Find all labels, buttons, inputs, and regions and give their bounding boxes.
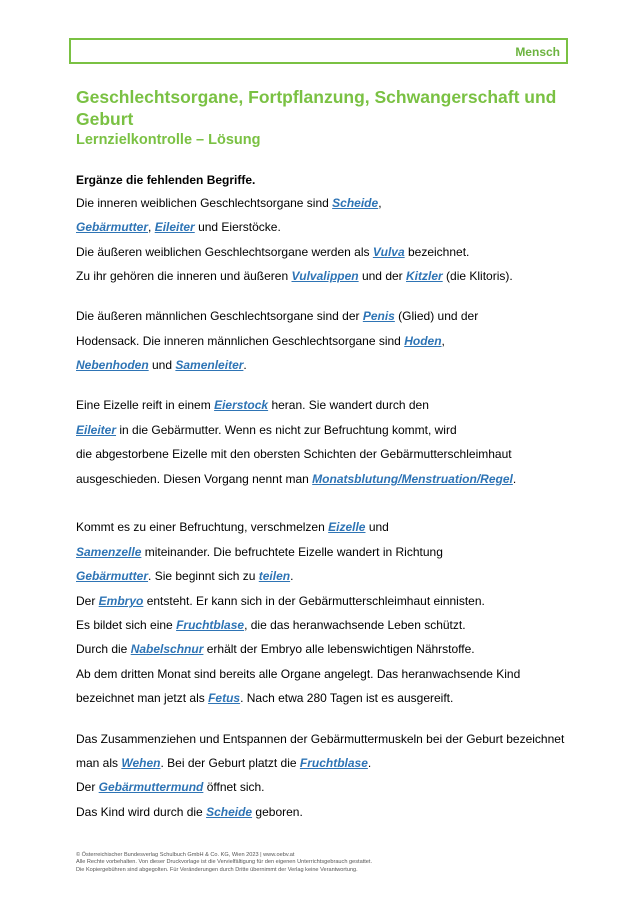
text-segment: ausgeschieden. Diesen Vorgang nennt man: [76, 472, 313, 486]
text-segment: die abgestorbene Eizelle mit den obersten Schichten der Gebärmutterschleimhaut: [76, 447, 512, 461]
answer-term: Vulvalippen: [291, 269, 359, 283]
text-segment: man als: [76, 756, 122, 770]
text-segment: .: [512, 472, 517, 486]
answer-term: Kitzler: [406, 269, 443, 283]
text-segment: und: [365, 520, 389, 534]
text-segment: heran. Sie wandert durch den: [268, 398, 429, 412]
text-line: [76, 196, 382, 210]
text-line: [76, 756, 371, 770]
text-segment: .: [290, 569, 294, 583]
header-box: [69, 38, 568, 64]
text-line: [76, 569, 293, 583]
page-title: Geschlechtsorgane, Fortpflanzung, Schwangerschaft und Geburt: [76, 87, 557, 129]
text-segment: Die äußeren weiblichen Geschlechtsorgane werden als: [76, 245, 373, 259]
answer-term: Wehen: [121, 756, 161, 770]
answer-term: Hoden: [404, 334, 442, 348]
answer-term: Gebärmuttermund: [98, 780, 204, 794]
text-segment: Der: [76, 780, 99, 794]
text-line: [76, 447, 512, 461]
text-segment: miteinander. Die befruchtete Eizelle wandert in Richtung: [141, 545, 443, 559]
text-segment: . Bei der Geburt platzt die: [160, 756, 300, 770]
text-segment: Die inneren weiblichen Geschlechtsorgane sind: [76, 196, 333, 210]
text-segment: und Eierstöcke.: [194, 220, 281, 234]
answer-term: Fruchtblase: [176, 618, 245, 632]
text-segment: Ab dem dritten Monat sind bereits alle Organe angelegt. Das heranwachsende Kind: [76, 667, 521, 681]
answer-term: Nebenhoden: [76, 358, 149, 372]
answer-term: Samenzelle: [76, 545, 142, 559]
answer-term: Gebärmutter: [76, 220, 149, 234]
footer: [76, 852, 372, 874]
text-line: [76, 667, 520, 681]
text-line: [76, 334, 445, 348]
page-subtitle: Lernzielkontrolle – Lösung: [76, 132, 261, 148]
text-line: [76, 245, 469, 259]
text-segment: bezeichnet man jetzt als: [76, 691, 209, 705]
text-segment: erhält der Embryo alle lebenswichtigen Nährstoffe.: [203, 642, 475, 656]
answer-term: Eileiter: [154, 220, 195, 234]
text-segment: bezeichnet.: [404, 245, 470, 259]
text-segment: .: [367, 756, 372, 770]
footer-line: Alle Rechte vorbehalten. Von dieser Druckvorlage ist die Vervielfältigung für den eigenen Unterrichtsgebrauch gestattet.: [76, 859, 373, 866]
answer-term: Penis: [362, 309, 395, 323]
text-line: [76, 269, 513, 283]
text-segment: Es bildet sich eine: [76, 618, 177, 632]
text-line: [76, 780, 265, 794]
text-segment: Hodensack. Die inneren männlichen Geschlechtsorgane sind: [76, 334, 405, 348]
answer-term: Embryo: [98, 594, 144, 608]
text-segment: , die das heranwachsende Leben schützt.: [244, 618, 466, 632]
answer-term: Gebärmutter: [76, 569, 149, 583]
text-line: [76, 398, 429, 412]
text-line: [76, 520, 389, 534]
text-segment: Die äußeren männlichen Geschlechtsorgane sind der: [76, 309, 363, 323]
text-line: [76, 358, 247, 372]
text-line: [76, 691, 453, 705]
text-line: [76, 594, 485, 608]
answer-term: Scheide: [332, 196, 379, 210]
text-segment: Kommt es zu einer Befruchtung, verschmelzen: [76, 520, 329, 534]
text-segment: ,: [378, 196, 382, 210]
text-segment: öffnet sich.: [203, 780, 265, 794]
text-line: [76, 805, 303, 819]
answer-term: Monatsblutung/Menstruation/Regel: [312, 472, 513, 486]
text-line: [76, 220, 281, 234]
text-segment: Zu ihr gehören die inneren und äußeren: [76, 269, 292, 283]
answer-term: Vulva: [372, 245, 405, 259]
footer-line: Die Kopiergebühren sind abgegolten. Für Veränderungen durch Dritte übernimmt der Verlag keine Verantwortung.: [76, 866, 358, 873]
answer-term: Eierstock: [214, 398, 269, 412]
answer-term: Fruchtblase: [299, 756, 368, 770]
footer-line: © Österreichischer Bundesverlag Schulbuch GmbH & Co. KG, Wien 2023 | www.oebv.at: [76, 852, 295, 858]
text-line: [76, 472, 516, 486]
text-segment: und: [148, 358, 176, 372]
text-segment: ,: [441, 334, 445, 348]
answer-term: Scheide: [206, 805, 253, 819]
text-segment: Das Kind wird durch die: [76, 805, 207, 819]
answer-term: Nabelschnur: [130, 642, 204, 656]
answer-term: Samenleiter: [175, 358, 244, 372]
text-segment: geboren.: [252, 805, 303, 819]
text-segment: . Nach etwa 280 Tagen ist es ausgereift.: [240, 691, 454, 705]
text-segment: . Sie beginnt sich zu: [148, 569, 259, 583]
answer-term: teilen: [258, 569, 291, 583]
text-segment: Eine Eizelle reift in einem: [76, 398, 215, 412]
text-line: [76, 732, 564, 746]
text-line: [76, 423, 457, 437]
text-line: [76, 309, 478, 323]
text-segment: ,: [148, 220, 155, 234]
answer-term: Eileiter: [76, 423, 117, 437]
text-segment: (Glied) und der: [394, 309, 479, 323]
instruction: Ergänze die fehlenden Begriffe.: [76, 173, 256, 187]
text-segment: und der: [358, 269, 406, 283]
text-segment: Das Zusammenziehen und Entspannen der Gebärmuttermuskeln bei der Geburt bezeichnet: [76, 732, 565, 746]
text-line: [76, 642, 475, 656]
text-line: [76, 618, 466, 632]
answer-term: Fetus: [208, 691, 241, 705]
text-segment: entsteht. Er kann sich in der Gebärmutterschleimhaut einnisten.: [143, 594, 485, 608]
text-segment: in die Gebärmutter. Wenn es nicht zur Befruchtung kommt, wird: [116, 423, 457, 437]
text-segment: Der: [76, 594, 99, 608]
text-segment: (die Klitoris).: [442, 269, 513, 283]
text-segment: .: [243, 358, 247, 372]
text-segment: Durch die: [76, 642, 131, 656]
header-label: Mensch: [515, 45, 560, 59]
answer-term: Eizelle: [328, 520, 366, 534]
text-line: [76, 545, 443, 559]
